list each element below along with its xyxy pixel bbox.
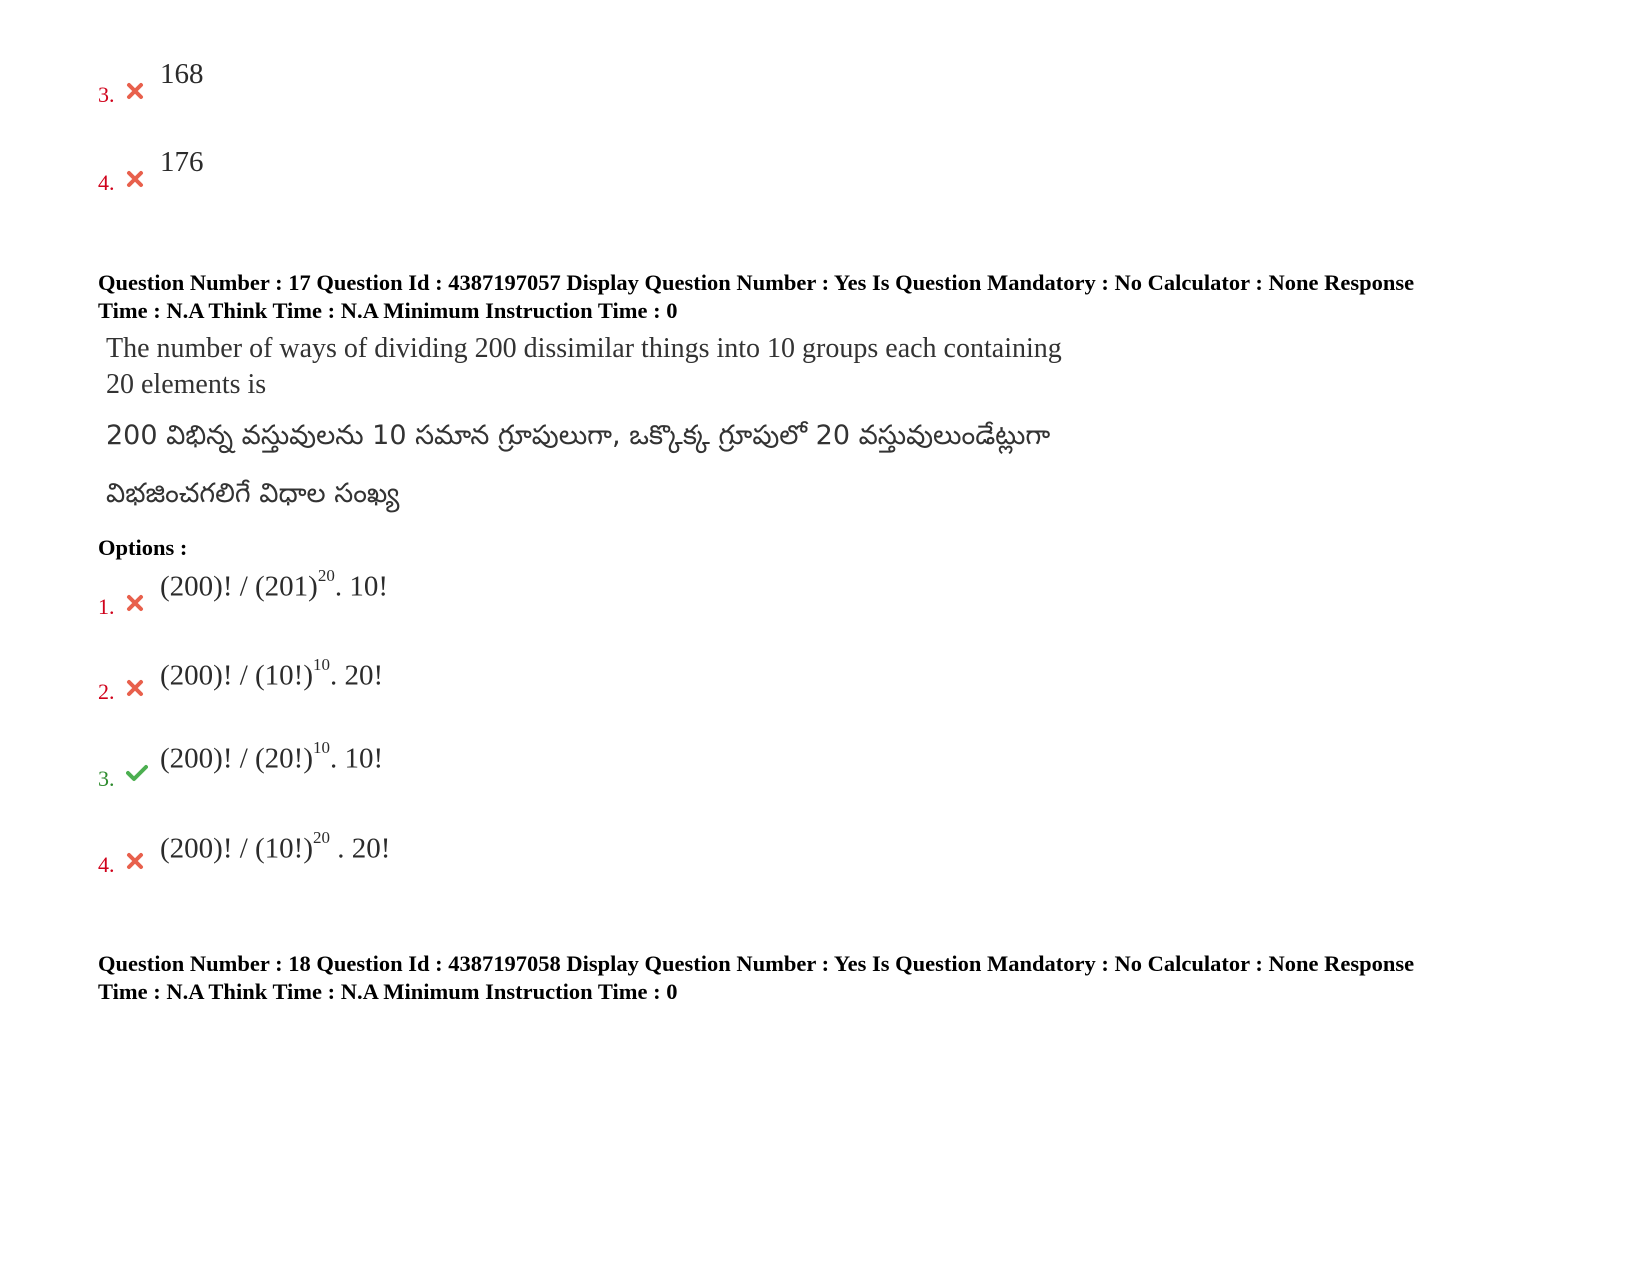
option-formula: (200)! / $(201)^{20}$. 10! xyxy=(160,566,389,603)
question-17-header xyxy=(98,269,1568,325)
question-header-line1: Question Number : 17 Question Id : 4387197057 Display Question Number : Yes Is Question Mandatory : No Calculator : None Response xyxy=(98,270,1415,295)
question-header-line2: Time : N.A Think Time : N.A Minimum Instruction Time : 0 xyxy=(98,979,678,1004)
option-number: 3. xyxy=(98,82,115,107)
option-value: 176 xyxy=(160,146,204,178)
q17-option-3 xyxy=(98,738,698,802)
checkmark-icon xyxy=(126,764,148,782)
option-number: 3. xyxy=(98,766,115,791)
cross-icon xyxy=(126,82,144,100)
options-label: Options : xyxy=(98,535,188,560)
option-number: 4. xyxy=(98,170,115,195)
question-header-line2: Time : N.A Think Time : N.A Minimum Instruction Time : 0 xyxy=(98,298,678,323)
option-number: 4. xyxy=(98,852,115,877)
option-formula: (200)! / $(10!)^{10}$. 20! xyxy=(160,655,384,692)
cross-icon xyxy=(126,852,144,870)
question-text-line1: The number of ways of dividing 200 dissimilar things into 10 groups each containing xyxy=(106,333,1062,364)
option-number: 2. xyxy=(98,679,115,704)
question-17-text-telugu-line2: విభజించగలిగే విధాల సంఖ్య xyxy=(106,478,400,509)
question-17-text-telugu-line1: 200 విభిన్న వస్తువులను 10 సమాన గ్రూపులుగా, ఒక్కొక్క గ్రూపులో 20 వస్తువులుండేట్లుగా xyxy=(106,420,1051,451)
question-header-line1: Question Number : 18 Question Id : 4387197058 Display Question Number : Yes Is Question Mandatory : No Calculator : None Response xyxy=(98,951,1415,976)
prev-option-3 xyxy=(98,58,698,118)
cross-icon xyxy=(126,594,144,612)
question-17-text-english xyxy=(106,331,1206,403)
option-value: 168 xyxy=(160,58,204,90)
option-number: 1. xyxy=(98,594,115,619)
q17-option-1 xyxy=(98,566,698,630)
cross-icon xyxy=(126,170,144,188)
question-text-line2: 20 elements is xyxy=(106,369,267,400)
prev-option-4 xyxy=(98,146,698,206)
question-18-header xyxy=(98,950,1568,1006)
option-formula: (200)! / $(10!)^{20}$ . 20! xyxy=(160,828,391,865)
option-formula: (200)! / $(20!)^{10}$. 10! xyxy=(160,738,384,775)
q17-option-4 xyxy=(98,828,698,892)
q17-option-2 xyxy=(98,655,698,719)
cross-icon xyxy=(126,679,144,697)
